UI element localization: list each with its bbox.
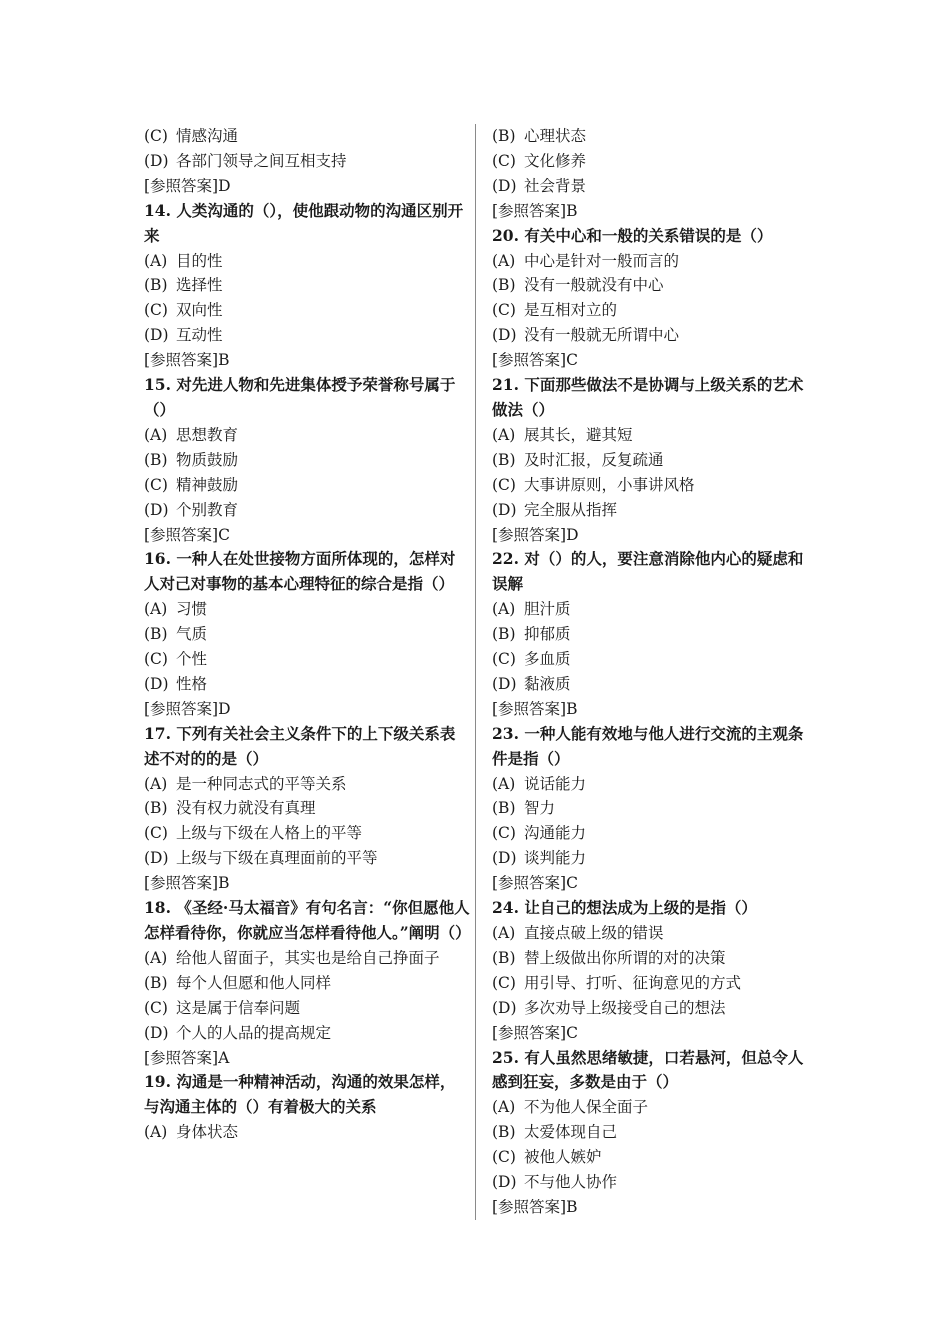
option-letter: (A) [144, 948, 168, 967]
option-text: 胆汁质 [524, 600, 571, 619]
question-text: 17. 下列有关社会主义条件下的上下级关系表述不对的的是（） [144, 723, 456, 768]
option-letter: (A) [144, 774, 168, 793]
option-letter: (C) [492, 301, 516, 320]
question-text: 18. 《圣经·马太福音》有句名言：“你但愿他人怎样看待你，你就应当怎样看待他人。”阐明（） [144, 898, 471, 942]
option-item [492, 273, 810, 298]
option-text: 习惯 [176, 600, 208, 619]
option-item [144, 846, 470, 871]
option-item [144, 1021, 470, 1046]
column-divider [475, 124, 476, 1220]
option-letter: (B) [492, 625, 516, 644]
option-text: 这是属于信奉问题 [176, 998, 301, 1017]
option-item [492, 1170, 810, 1195]
option-letter: (B) [144, 799, 168, 818]
option-text: 没有权力就没有真理 [176, 799, 316, 818]
option-letter: (B) [144, 625, 168, 644]
option-item [144, 448, 470, 473]
option-letter: (B) [144, 450, 168, 469]
option-letter: (C) [144, 127, 168, 145]
option-item [492, 597, 810, 622]
option-letter: (C) [144, 301, 168, 320]
option-item [144, 672, 470, 697]
option-item [144, 647, 470, 672]
option-text: 身体状态 [176, 1123, 239, 1142]
answer-key: [参照答案]B [144, 351, 230, 370]
option-item [492, 448, 810, 473]
option-letter: (B) [492, 948, 516, 967]
question-text: 25. 有人虽然思绪敏捷，口若悬河，但总令人感到狂妄，多数是由于（） [492, 1047, 804, 1092]
option-letter: (D) [492, 326, 517, 345]
option-text: 及时汇报，反复疏通 [524, 450, 664, 469]
option-item [144, 249, 470, 274]
question-text: 14. 人类沟通的（），使他跟动物的沟通区别开来 [144, 200, 464, 245]
option-text: 没有一般就没有中心 [524, 276, 664, 295]
option-letter: (A) [144, 1123, 168, 1142]
option-text: 沟通能力 [524, 824, 587, 843]
option-letter: (D) [492, 849, 517, 868]
option-item [144, 298, 470, 323]
option-text: 目的性 [176, 251, 223, 270]
option-item [492, 249, 810, 274]
option-text: 是互相对立的 [524, 301, 618, 320]
option-text: 文化修养 [524, 151, 587, 170]
question-text: 23. 一种人能有效地与他人进行交流的主观条件是指（） [492, 723, 804, 768]
answer-key: [参照答案]D [144, 699, 231, 718]
option-letter: (B) [492, 127, 516, 145]
right-column [492, 124, 810, 1220]
answer-key: [参照答案]D [492, 525, 579, 544]
option-letter: (D) [144, 674, 169, 693]
option-item [144, 597, 470, 622]
option-letter: (C) [492, 151, 516, 170]
question-text: 20. 有关中心和一般的关系错误的是（） [492, 225, 773, 245]
option-item [492, 821, 810, 846]
answer-key: [参照答案]D [144, 176, 231, 195]
answer-key: [参照答案]C [492, 1023, 578, 1042]
option-letter: (A) [492, 600, 516, 619]
option-item [492, 996, 810, 1021]
option-text: 不与他人协作 [524, 1173, 618, 1192]
option-letter: (D) [144, 500, 169, 519]
option-item [492, 423, 810, 448]
option-text: 上级与下级在人格上的平等 [176, 824, 363, 843]
option-letter: (C) [492, 973, 516, 992]
option-text: 上级与下级在真理面前的平等 [176, 849, 378, 868]
left-column [144, 124, 470, 1145]
option-item [144, 946, 470, 971]
option-letter: (D) [144, 1023, 169, 1042]
option-text: 是一种同志式的平等关系 [176, 774, 347, 793]
option-letter: (B) [144, 973, 168, 992]
question-text: 22. 对（）的人，要注意消除他内心的疑虑和误解 [492, 549, 804, 594]
option-item [492, 971, 810, 996]
option-item [144, 323, 470, 348]
answer-key: [参照答案]C [492, 874, 578, 893]
option-letter: (B) [492, 1123, 516, 1142]
option-item [144, 796, 470, 821]
option-text: 谈判能力 [524, 849, 587, 868]
option-text: 被他人嫉妒 [524, 1148, 602, 1167]
option-text: 每个人但愿和他人同样 [176, 973, 332, 992]
option-letter: (A) [492, 924, 516, 942]
option-letter: (A) [144, 251, 168, 270]
option-text: 性格 [176, 674, 208, 693]
option-text: 思想教育 [176, 425, 239, 444]
option-item [144, 1120, 470, 1145]
option-item [492, 622, 810, 647]
option-letter: (C) [492, 1148, 516, 1167]
option-text: 精神鼓励 [176, 475, 239, 494]
option-letter: (D) [492, 176, 517, 195]
option-letter: (C) [492, 824, 516, 843]
option-item [492, 1145, 810, 1170]
option-text: 多血质 [524, 650, 571, 669]
option-letter: (C) [492, 475, 516, 494]
option-text: 物质鼓励 [176, 450, 239, 469]
option-item [492, 298, 810, 323]
option-text: 不为他人保全面子 [524, 1098, 649, 1117]
option-text: 黏液质 [524, 674, 571, 693]
question-text: 24. 让自己的想法成为上级的是指（） [492, 898, 757, 918]
option-item [492, 946, 810, 971]
question-text: 16. 一种人在处世接物方面所体现的，怎样对人对己对事物的基本心理特征的综合是指（） [144, 549, 456, 594]
option-text: 气质 [176, 625, 208, 644]
option-item [492, 1095, 810, 1120]
option-item [144, 821, 470, 846]
option-item [492, 672, 810, 697]
option-item [144, 124, 470, 149]
option-letter: (A) [492, 774, 516, 793]
option-text: 给他人留面子，其实也是给自己挣面子 [176, 948, 440, 967]
option-letter: (D) [144, 326, 169, 345]
question-text: 19. 沟通是一种精神活动，沟通的效果怎样，与沟通主体的（）有着极大的关系 [144, 1072, 456, 1117]
option-item [492, 921, 810, 946]
option-item [492, 498, 810, 523]
option-letter: (D) [492, 674, 517, 693]
option-text: 展其长，避其短 [524, 425, 633, 444]
option-text: 太爱体现自己 [524, 1123, 618, 1142]
option-item [492, 796, 810, 821]
option-item [492, 149, 810, 174]
option-letter: (C) [144, 475, 168, 494]
option-text: 直接点破上级的错误 [524, 924, 664, 942]
answer-key: [参照答案]C [492, 351, 578, 370]
option-text: 智力 [524, 799, 556, 818]
option-text: 个别教育 [176, 500, 239, 519]
option-text: 抑郁质 [524, 625, 571, 644]
option-letter: (A) [492, 251, 516, 270]
question-text: 15. 对先进人物和先进集体授予荣誉称号属于（） [144, 375, 456, 419]
question-text: 21. 下面那些做法不是协调与上级关系的艺术做法（） [492, 375, 804, 419]
option-text: 中心是针对一般而言的 [524, 251, 680, 270]
option-text: 用引导、打听、征询意见的方式 [524, 973, 742, 992]
option-letter: (B) [492, 276, 516, 295]
answer-key: [参照答案]B [144, 874, 230, 893]
option-letter: (D) [144, 849, 169, 868]
option-item [144, 622, 470, 647]
option-item [144, 149, 470, 174]
option-item [492, 473, 810, 498]
option-text: 大事讲原则，小事讲风格 [524, 475, 695, 494]
option-letter: (A) [144, 600, 168, 619]
option-text: 多次劝导上级接受自己的想法 [524, 998, 726, 1017]
option-item [144, 996, 470, 1021]
option-letter: (B) [492, 450, 516, 469]
option-item [492, 647, 810, 672]
option-text: 互动性 [176, 326, 223, 345]
option-letter: (C) [144, 650, 168, 669]
option-item [144, 971, 470, 996]
option-letter: (B) [144, 276, 168, 295]
option-text: 选择性 [176, 276, 223, 295]
answer-key: [参照答案]C [144, 525, 230, 544]
option-item [492, 174, 810, 199]
answer-key: [参照答案]B [492, 699, 578, 718]
option-item [144, 423, 470, 448]
option-text: 双向性 [176, 301, 223, 320]
option-text: 没有一般就无所谓中心 [524, 326, 680, 345]
option-item [144, 273, 470, 298]
option-letter: (D) [492, 1173, 517, 1192]
option-item [144, 473, 470, 498]
option-text: 说话能力 [524, 774, 587, 793]
option-letter: (C) [144, 824, 168, 843]
option-item [492, 772, 810, 797]
option-text: 完全服从指挥 [524, 500, 618, 519]
option-text: 心理状态 [524, 127, 587, 145]
option-text: 情感沟通 [176, 127, 239, 145]
answer-key: [参照答案]B [492, 201, 578, 220]
option-item [144, 498, 470, 523]
option-item [144, 772, 470, 797]
option-text: 社会背景 [524, 176, 587, 195]
option-item [492, 1120, 810, 1145]
option-letter: (D) [492, 500, 517, 519]
option-item [492, 124, 810, 149]
option-text: 个性 [176, 650, 208, 669]
option-letter: (C) [144, 998, 168, 1017]
option-letter: (A) [492, 425, 516, 444]
option-letter: (A) [144, 425, 168, 444]
option-text: 个人的人品的提高规定 [176, 1023, 332, 1042]
answer-key: [参照答案]A [144, 1048, 230, 1067]
option-letter: (B) [492, 799, 516, 818]
option-letter: (D) [492, 998, 517, 1017]
option-item [492, 323, 810, 348]
option-letter: (D) [144, 151, 169, 170]
option-text: 替上级做出你所谓的对的决策 [524, 948, 726, 967]
option-item [492, 846, 810, 871]
answer-key: [参照答案]B [492, 1197, 578, 1216]
option-letter: (A) [492, 1098, 516, 1117]
option-letter: (C) [492, 650, 516, 669]
option-text: 各部门领导之间互相支持 [176, 151, 347, 170]
